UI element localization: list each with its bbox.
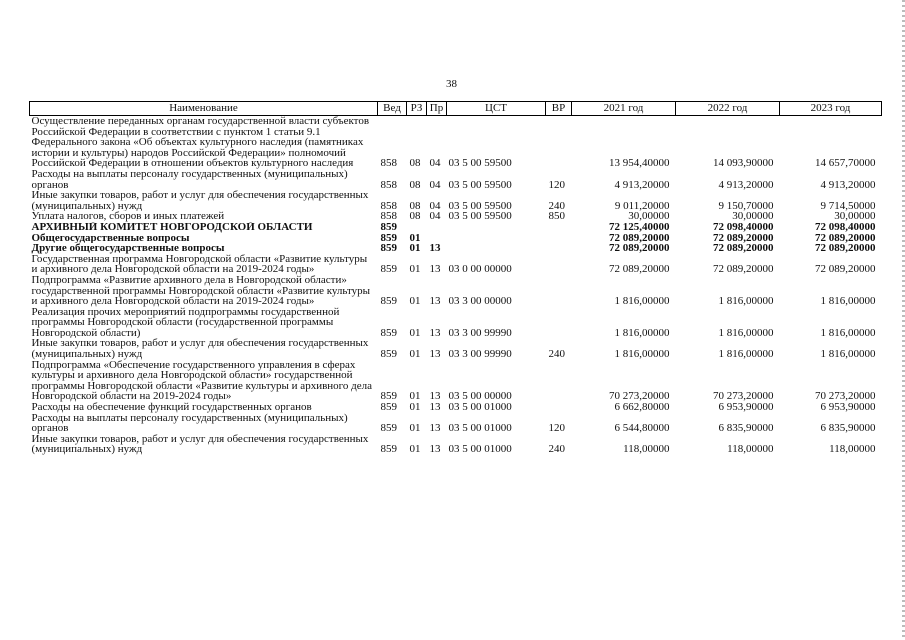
- cell-pr: [427, 222, 447, 233]
- cell-rz: 08: [409, 211, 421, 222]
- cell-vr: 120: [548, 178, 565, 191]
- cell-2022: 72 089,20000: [713, 243, 774, 254]
- cell-pr: [427, 233, 447, 244]
- cell-vr: [546, 402, 572, 413]
- cell-pr: 13: [429, 326, 441, 339]
- cell-cst: 03 5 00 59500: [448, 199, 512, 212]
- cell-pr: 13: [429, 243, 441, 254]
- header-2023: 2023 год: [780, 102, 882, 116]
- cell-2023: 14 657,70000: [815, 157, 876, 169]
- cell-name: Подпрограмма «Обеспечение государственного управления в сферах культуры и архивного дела Новгородской области» государственной программы Новгородской области «Развитие культуры и архивного дела Новгородской области на 2019-2024 годы»: [31, 359, 372, 403]
- cell-name: Иные закупки товаров, работ и услуг для обеспечения государственных (муниципальных) нужд: [31, 190, 369, 212]
- cell-rz: 08: [409, 178, 421, 191]
- cell-2021: 72 089,20000: [609, 263, 670, 275]
- cell-name: Расходы на выплаты персоналу государственных (муниципальных) органов: [31, 412, 348, 434]
- cell-2023: 6 835,90000: [820, 422, 876, 434]
- table-row: [30, 243, 882, 254]
- cell-2022: 4 913,20000: [718, 178, 774, 191]
- cell-rz: 01: [409, 402, 421, 413]
- cell-2022: 6 835,90000: [718, 422, 774, 434]
- cell-cst: 03 3 00 99990: [448, 326, 512, 339]
- cell-cst: 03 3 00 00000: [448, 295, 512, 307]
- cell-cst: [447, 233, 546, 244]
- cell-2023: 118,00000: [829, 443, 876, 455]
- cell-2022: 72 089,20000: [713, 232, 774, 244]
- cell-cst: 03 3 00 99990: [448, 348, 512, 360]
- table-body: [30, 116, 882, 456]
- header-cst: ЦСТ: [447, 102, 546, 116]
- cell-ved: 859: [380, 402, 397, 413]
- cell-2021: 1 816,00000: [614, 326, 670, 339]
- cell-rz: 01: [409, 390, 421, 403]
- cell-pr: 13: [429, 348, 441, 360]
- cell-2022: 70 273,20000: [713, 390, 774, 403]
- cell-ved: 858: [380, 211, 397, 222]
- cell-name: Расходы на выплаты персоналу государственных (муниципальных) органов: [31, 168, 348, 191]
- cell-rz: 08: [409, 157, 421, 169]
- cell-2022: 1 816,00000: [718, 348, 774, 360]
- cell-name: Общегосударственные вопросы: [31, 232, 190, 244]
- cell-2022: 30,00000: [732, 211, 774, 222]
- cell-ved: 859: [380, 232, 397, 244]
- cell-pr: 13: [429, 263, 441, 275]
- cell-pr: 13: [429, 422, 441, 434]
- table-row: [30, 338, 882, 359]
- cell-ved: 859: [380, 348, 397, 360]
- cell-2022: 118,00000: [727, 443, 774, 455]
- cell-pr: 04: [429, 157, 441, 169]
- cell-name: Государственная программа Новгородской области «Развитие культуры и архивного дела Новгородской области на 2019-2024 годы»: [31, 253, 368, 275]
- cell-cst: 03 5 00 01000: [448, 443, 512, 455]
- cell-2023: 1 816,00000: [820, 348, 876, 360]
- cell-2023: 72 089,20000: [815, 263, 876, 275]
- cell-2023: 72 098,40000: [815, 221, 876, 233]
- cell-rz: [407, 222, 427, 233]
- cell-rz: 01: [409, 422, 421, 434]
- cell-vr: 240: [548, 443, 565, 455]
- budget-table: [29, 101, 882, 455]
- cell-pr: 13: [429, 390, 441, 403]
- cell-vr: 120: [548, 422, 565, 434]
- cell-2021: 6 662,80000: [614, 402, 670, 413]
- cell-cst: 03 5 00 00000: [448, 390, 512, 403]
- cell-name: Другие общегосударственные вопросы: [31, 243, 225, 254]
- cell-2021: 6 544,80000: [614, 422, 670, 434]
- table-header-row: [30, 102, 882, 116]
- cell-ved: 859: [380, 326, 397, 339]
- cell-rz: 01: [409, 263, 421, 275]
- cell-rz: 01: [409, 243, 421, 254]
- cell-2021: 72 125,40000: [609, 221, 670, 233]
- cell-2021: 72 089,20000: [609, 232, 670, 244]
- cell-rz: 01: [409, 326, 421, 339]
- cell-2021: 70 273,20000: [609, 390, 670, 403]
- cell-2023: 1 816,00000: [820, 326, 876, 339]
- cell-ved: 858: [380, 157, 397, 169]
- table-row: [30, 233, 882, 244]
- cell-ved: 859: [380, 422, 397, 434]
- cell-pr: 04: [429, 211, 441, 222]
- cell-vr: [546, 116, 572, 169]
- table-row: [30, 275, 882, 307]
- cell-2023: 72 089,20000: [815, 232, 876, 244]
- cell-2021: 30,00000: [628, 211, 670, 222]
- cell-2022: 14 093,90000: [713, 157, 774, 169]
- table-row: [30, 307, 882, 339]
- cell-ved: 859: [380, 295, 397, 307]
- cell-vr: [546, 275, 572, 307]
- cell-cst: [447, 243, 546, 254]
- cell-2022: 72 089,20000: [713, 263, 774, 275]
- cell-cst: 03 5 00 01000: [448, 402, 512, 413]
- cell-name: Реализация прочих мероприятий подпрограммы государственной программы Новгородской области (государственной программы Новгородской области): [31, 306, 340, 339]
- cell-rz: 01: [409, 232, 421, 244]
- cell-2021: 13 954,40000: [609, 157, 670, 169]
- cell-pr: 13: [429, 402, 441, 413]
- table-row: [30, 402, 882, 413]
- cell-cst: 03 0 00 00000: [448, 263, 512, 275]
- cell-vr: [546, 222, 572, 233]
- page-number: 38: [446, 78, 457, 90]
- cell-vr: [546, 307, 572, 339]
- cell-vr: [546, 233, 572, 244]
- cell-2022: 72 098,40000: [713, 221, 774, 233]
- cell-name: Расходы на обеспечение функций государственных органов: [31, 402, 312, 413]
- table-row: [30, 360, 882, 402]
- cell-pr: 13: [429, 295, 441, 307]
- cell-2021: 1 816,00000: [614, 348, 670, 360]
- cell-ved: 859: [380, 390, 397, 403]
- cell-rz: 01: [409, 348, 421, 360]
- cell-2021: 4 913,20000: [614, 178, 670, 191]
- cell-2023: 6 953,90000: [820, 402, 876, 413]
- cell-vr: 240: [548, 348, 565, 360]
- cell-2023: 30,00000: [834, 211, 876, 222]
- cell-2023: 70 273,20000: [815, 390, 876, 403]
- cell-ved: 859: [380, 263, 397, 275]
- cell-vr: [546, 254, 572, 275]
- cell-2022: 1 816,00000: [718, 295, 774, 307]
- table-row: [30, 116, 882, 169]
- table-row: [30, 254, 882, 275]
- header-ved: Вед: [378, 102, 407, 116]
- cell-name: АРХИВНЫЙ КОМИТЕТ НОВГОРОДСКОЙ ОБЛАСТИ: [31, 221, 313, 233]
- cell-2022: 6 953,90000: [718, 402, 774, 413]
- table-row: [30, 434, 882, 455]
- cell-vr: 850: [548, 211, 565, 222]
- cell-ved: 859: [380, 443, 397, 455]
- header-rz: РЗ: [407, 102, 427, 116]
- cell-2023: 72 089,20000: [815, 243, 876, 254]
- header-vr: ВР: [546, 102, 572, 116]
- cell-pr: 04: [429, 178, 441, 191]
- cell-cst: 03 5 00 59500: [448, 157, 512, 169]
- cell-name: Подпрограмма «Развитие архивного дела в Новгородской области» государственной программы Новгородской области «Развитие культуры и архивного дела Новгородской области на 2019-2024 годы»: [31, 274, 371, 307]
- cell-name: Осуществление переданных органам государственной власти субъектов Российской Федерации в соответствии с пунктом 1 статьи 9.1 Федерального закона «Об объектах культурного наследия (памятниках истории и культуры) народов Российской Федерации» полномочий Российской Федерации в отношении объектов культурного наследия: [31, 115, 370, 169]
- cell-rz: 01: [409, 295, 421, 307]
- cell-rz: 08: [409, 199, 421, 212]
- cell-vr: 240: [548, 199, 565, 212]
- cell-pr: 04: [429, 199, 441, 212]
- cell-name: Иные закупки товаров, работ и услуг для обеспечения государственных (муниципальных) нужд: [31, 338, 369, 360]
- cell-2022: 9 150,70000: [718, 199, 774, 212]
- cell-name: Уплата налогов, сборов и иных платежей: [31, 211, 225, 222]
- cell-rz: 01: [409, 443, 421, 455]
- cell-pr: 13: [429, 443, 441, 455]
- cell-ved: 858: [380, 178, 397, 191]
- cell-2021: 118,00000: [623, 443, 670, 455]
- table-row: [30, 222, 882, 233]
- cell-2021: 72 089,20000: [609, 243, 670, 254]
- cell-cst: [447, 222, 546, 233]
- cell-vr: [546, 243, 572, 254]
- cell-2023: 9 714,50000: [820, 199, 876, 212]
- cell-vr: [546, 360, 572, 402]
- table-row: [30, 413, 882, 434]
- header-pr: Пр: [427, 102, 447, 116]
- cell-ved: 859: [380, 221, 397, 233]
- table-row: [30, 211, 882, 222]
- cell-ved: 858: [380, 199, 397, 212]
- cell-ved: 859: [380, 243, 397, 254]
- cell-2021: 1 816,00000: [614, 295, 670, 307]
- cell-2023: 4 913,20000: [820, 178, 876, 191]
- header-2021: 2021 год: [572, 102, 676, 116]
- cell-2023: 1 816,00000: [820, 295, 876, 307]
- table-row: [30, 169, 882, 190]
- cell-cst: 03 5 00 01000: [448, 422, 512, 434]
- header-2022: 2022 год: [676, 102, 780, 116]
- cell-cst: 03 5 00 59500: [448, 178, 512, 191]
- cell-cst: 03 5 00 59500: [448, 211, 512, 222]
- header-name: Наименование: [30, 102, 378, 116]
- table-row: [30, 190, 882, 211]
- cell-2022: 1 816,00000: [718, 326, 774, 339]
- cell-2021: 9 011,20000: [614, 199, 670, 212]
- cell-name: Иные закупки товаров, работ и услуг для обеспечения государственных (муниципальных) нужд: [31, 433, 369, 455]
